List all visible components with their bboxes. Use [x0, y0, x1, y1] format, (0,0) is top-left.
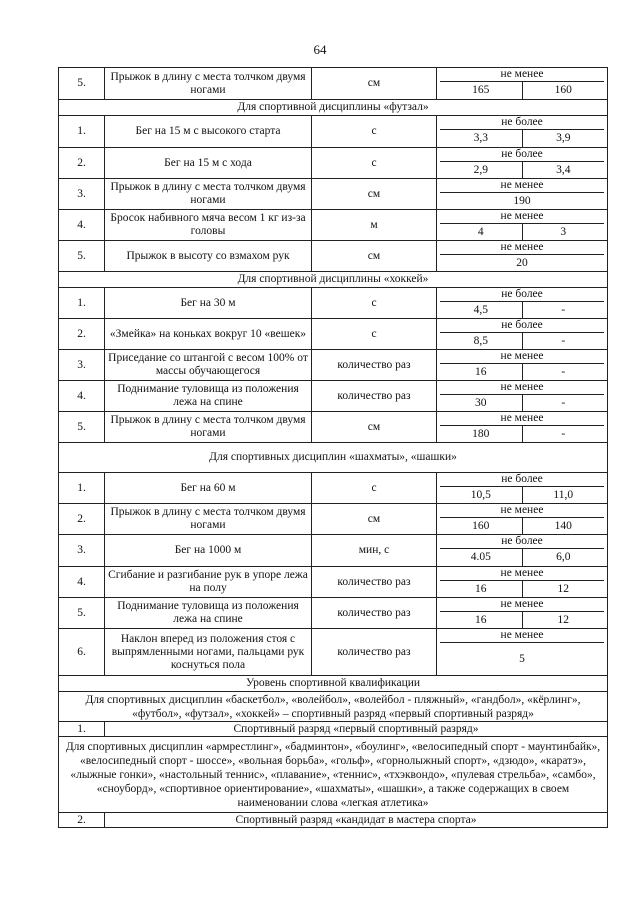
- row-number: 1.: [59, 288, 105, 319]
- norm-value: 10,5: [470, 489, 491, 501]
- norm-value: 3,4: [522, 162, 605, 178]
- unit-cell: количество раз: [312, 629, 437, 676]
- table-row: [59, 241, 608, 272]
- exercise-name: Бег на 60 м: [105, 473, 312, 504]
- table-row: [59, 504, 608, 535]
- norm-value: 16: [475, 366, 487, 378]
- norm-value: 3,3: [473, 132, 488, 144]
- norm-value: 160: [522, 82, 605, 99]
- norm-value: 12: [522, 581, 605, 597]
- row-number: 3.: [59, 350, 105, 381]
- norm-condition: не более: [440, 535, 604, 549]
- norm-cell: [437, 598, 608, 629]
- norm-value: 6,0: [522, 549, 605, 566]
- table-row: [59, 179, 608, 210]
- norm-condition: не менее: [440, 350, 604, 364]
- norm-condition: не более: [440, 319, 604, 333]
- text-row: [59, 722, 608, 737]
- table-row: [59, 319, 608, 350]
- norm-value: -: [522, 426, 605, 442]
- norm-cell: [437, 412, 608, 443]
- unit-cell: с: [312, 148, 437, 179]
- section-row: [59, 443, 608, 473]
- norm-cell: [437, 288, 608, 319]
- norm-value: 4: [477, 226, 484, 238]
- row-number: 5.: [59, 412, 105, 443]
- norm-value: 30: [475, 397, 487, 409]
- norm-cell: [437, 567, 608, 598]
- section-row: [59, 676, 608, 692]
- norm-value: -: [522, 333, 605, 349]
- row-number: 4.: [59, 567, 105, 598]
- row-number: 2.: [59, 319, 105, 350]
- exercise-name: Сгибание и разгибание рук в упоре лежа на полу: [105, 567, 312, 598]
- norm-condition: не более: [440, 116, 604, 130]
- text-row: [59, 737, 608, 813]
- qualification-level: Спортивный разряд «кандидат в мастера спорта»: [105, 813, 608, 828]
- norm-value: 11,0: [522, 487, 605, 503]
- table-row: [59, 629, 608, 676]
- row-number: 5.: [59, 241, 105, 272]
- norm-value: 2,9: [473, 164, 488, 176]
- exercise-name: Поднимание туловища из положения лежа на спине: [105, 381, 312, 412]
- exercise-name: Бег на 15 м с хода: [105, 148, 312, 179]
- norm-cell: [437, 148, 608, 179]
- exercise-name: Наклон вперед из положения стоя с выпрямленными ногами, пальцами рук коснуться пола: [105, 629, 312, 676]
- unit-cell: см: [312, 504, 437, 535]
- norm-cell: [437, 535, 608, 567]
- qualification-level: Спортивный разряд «первый спортивный разряд»: [105, 722, 608, 737]
- norm-condition: не менее: [440, 567, 604, 581]
- exercise-name: Прыжок в длину с места толчком двумя ногами: [105, 179, 312, 210]
- text-row: [59, 813, 608, 828]
- exercise-name: Прыжок в длину с места толчком двумя ногами: [105, 504, 312, 535]
- table-row: [59, 148, 608, 179]
- norm-cell: [437, 350, 608, 381]
- norm-value: 12: [522, 612, 605, 628]
- norm-value: 20: [516, 257, 528, 269]
- unit-cell: м: [312, 210, 437, 241]
- norm-condition: не менее: [440, 210, 604, 224]
- norm-value: 140: [522, 518, 605, 534]
- norm-condition: не менее: [440, 598, 604, 612]
- norm-value: 5: [519, 653, 525, 665]
- unit-cell: с: [312, 319, 437, 350]
- unit-cell: количество раз: [312, 350, 437, 381]
- table-row: [59, 116, 608, 148]
- row-number: 5.: [59, 68, 105, 100]
- row-number: 4.: [59, 210, 105, 241]
- norm-condition: не менее: [440, 629, 604, 643]
- unit-cell: см: [312, 412, 437, 443]
- row-number: 6.: [59, 629, 105, 676]
- exercise-name: Бег на 15 м с высокого старта: [105, 116, 312, 148]
- qualification-text: Для спортивных дисциплин «баскетбол», «волейбол», «волейбол - пляжный», «гандбол», «кёрлинг», «футбол», «футзал», «хоккей» – спортивный разряд «первый спортивный разряд»: [59, 692, 608, 722]
- row-number: 1.: [59, 116, 105, 148]
- norm-cell: [437, 210, 608, 241]
- table-row: [59, 68, 608, 100]
- norm-value: 4,5: [473, 304, 488, 316]
- norm-cell: [437, 68, 608, 100]
- table-row: [59, 535, 608, 567]
- unit-cell: с: [312, 116, 437, 148]
- norm-condition: не менее: [440, 179, 604, 193]
- exercise-name: Прыжок в высоту со взмахом рук: [105, 241, 312, 272]
- standards-table: [58, 67, 608, 828]
- unit-cell: см: [312, 68, 437, 100]
- norm-cell: [437, 629, 608, 676]
- row-number: 3.: [59, 179, 105, 210]
- table-row: [59, 567, 608, 598]
- norm-condition: не более: [440, 288, 604, 302]
- exercise-name: «Змейка» на коньках вокруг 10 «вешек»: [105, 319, 312, 350]
- row-number: 1.: [59, 722, 105, 737]
- norm-value: 165: [472, 84, 490, 96]
- row-number: 1.: [59, 473, 105, 504]
- section-row: [59, 100, 608, 116]
- section-title: Для спортивной дисциплины «футзал»: [59, 100, 608, 116]
- norm-value: 16: [475, 614, 487, 626]
- norm-cell: [437, 504, 608, 535]
- unit-cell: с: [312, 288, 437, 319]
- norm-value: 4.05: [470, 551, 491, 563]
- table-row: [59, 598, 608, 629]
- row-number: 4.: [59, 381, 105, 412]
- table-row: [59, 288, 608, 319]
- unit-cell: количество раз: [312, 567, 437, 598]
- table-row: [59, 381, 608, 412]
- norm-condition: не более: [440, 148, 604, 162]
- row-number: 5.: [59, 598, 105, 629]
- exercise-name: Бег на 1000 м: [105, 535, 312, 567]
- norm-cell: [437, 381, 608, 412]
- unit-cell: количество раз: [312, 381, 437, 412]
- row-number: 2.: [59, 504, 105, 535]
- qualification-text: Для спортивных дисциплин «армрестлинг», «бадминтон», «боулинг», «велосипедный спорт - маунтинбайк», «велосипедный спорт - шоссе», «вольная борьба», «гольф», «горнолыжный спорт», «дзюдо», «каратэ», «лыжные гонки», «настольный теннис», «плавание», «теннис», «тхэквондо», «пулевая стрельба», «самбо», «сноуборд», «спортивное ориентирование», «шахматы», «шашки», а также содержащих в своем наименовании слова «легкая атлетика»: [59, 737, 608, 813]
- norm-condition: не менее: [440, 381, 604, 395]
- unit-cell: мин, с: [312, 535, 437, 567]
- table-row: [59, 473, 608, 504]
- unit-cell: с: [312, 473, 437, 504]
- norm-value: 180: [472, 428, 490, 440]
- norm-cell: [437, 116, 608, 148]
- norm-cell: [437, 241, 608, 272]
- row-number: 3.: [59, 535, 105, 567]
- exercise-name: Прыжок в длину с места толчком двумя ногами: [105, 68, 312, 100]
- exercise-name: Бег на 30 м: [105, 288, 312, 319]
- norm-value: 3,9: [522, 130, 605, 147]
- exercise-name: Бросок набивного мяча весом 1 кг из-за головы: [105, 210, 312, 241]
- norm-condition: не менее: [440, 241, 604, 255]
- unit-cell: см: [312, 241, 437, 272]
- exercise-name: Поднимание туловища из положения лежа на спине: [105, 598, 312, 629]
- table-row: [59, 412, 608, 443]
- page-number: 64: [313, 42, 327, 57]
- text-row: [59, 692, 608, 722]
- norm-value: 160: [472, 520, 490, 532]
- norm-cell: [437, 179, 608, 210]
- unit-cell: количество раз: [312, 598, 437, 629]
- row-number: 2.: [59, 148, 105, 179]
- norm-value: 190: [513, 195, 531, 207]
- norm-value: -: [522, 364, 605, 380]
- norm-condition: не менее: [440, 68, 604, 82]
- norm-condition: не менее: [440, 504, 604, 518]
- unit-cell: см: [312, 179, 437, 210]
- section-title: Уровень спортивной квалификации: [59, 676, 608, 692]
- section-row: [59, 272, 608, 288]
- norm-value: 8,5: [473, 335, 488, 347]
- norm-condition: не более: [440, 473, 604, 487]
- norm-value: 3: [522, 224, 605, 240]
- norm-value: -: [522, 302, 605, 318]
- exercise-name: Прыжок в длину с места толчком двумя ногами: [105, 412, 312, 443]
- norm-value: -: [522, 395, 605, 411]
- table-row: [59, 210, 608, 241]
- row-number: 2.: [59, 813, 105, 828]
- section-title: Для спортивной дисциплины «хоккей»: [59, 272, 608, 288]
- norm-condition: не менее: [440, 412, 604, 426]
- table-row: [59, 350, 608, 381]
- section-title: Для спортивных дисциплин «шахматы», «шашки»: [59, 443, 608, 473]
- exercise-name: Приседание со штангой с весом 100% от массы обучающегося: [105, 350, 312, 381]
- norm-cell: [437, 473, 608, 504]
- norm-value: 16: [475, 583, 487, 595]
- norm-cell: [437, 319, 608, 350]
